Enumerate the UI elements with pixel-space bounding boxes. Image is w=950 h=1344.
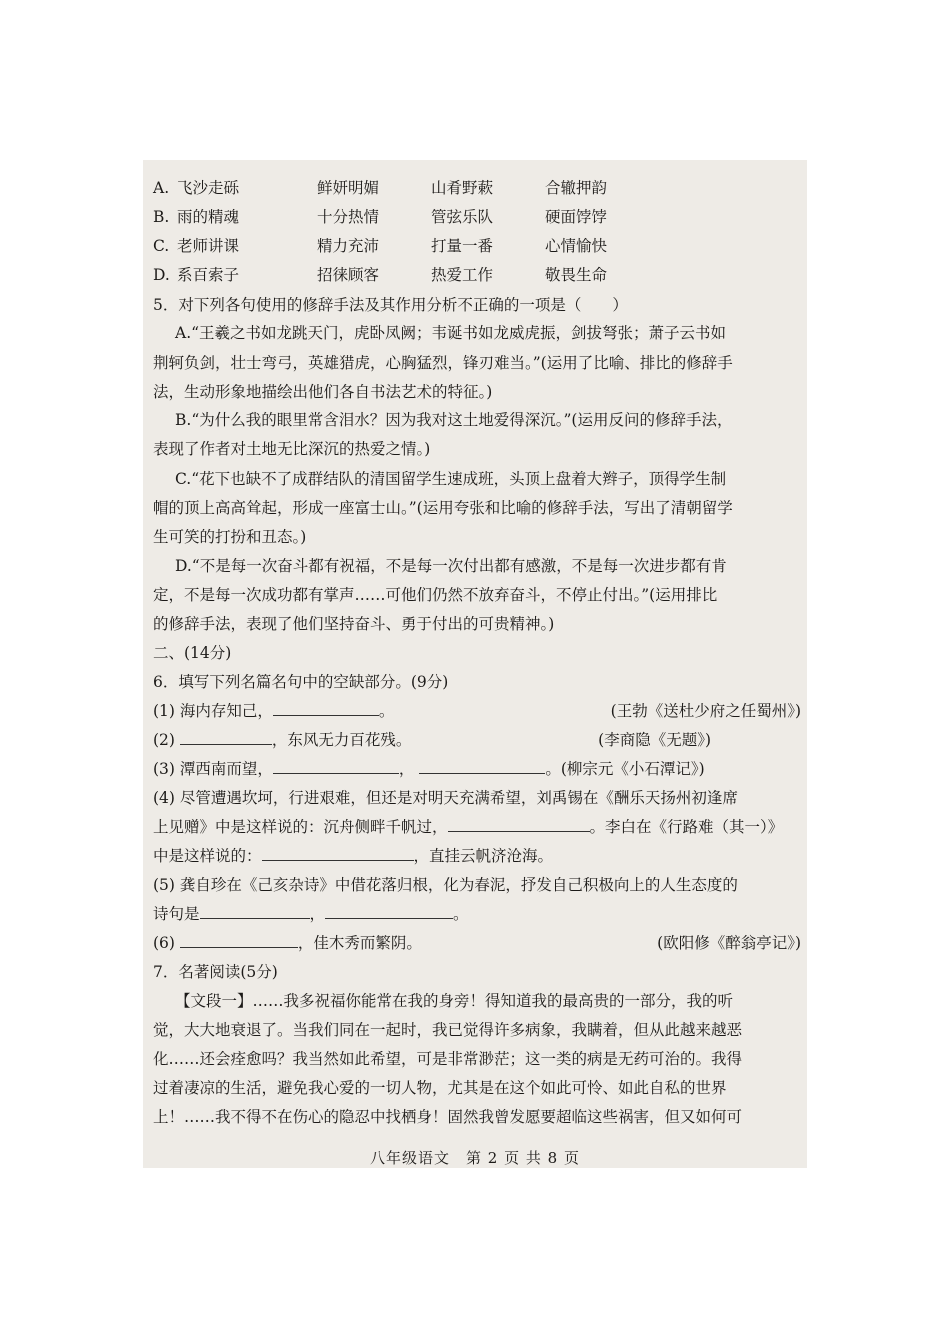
q5-option-a-line: 法，生动形象地描绘出他们各自书法艺术的特征。) xyxy=(153,383,493,401)
q5-option-a-line: A.“王羲之书如龙跳天门，虎卧凤阙；韦诞书如龙威虎振，剑拔弩张；萧子云书如 xyxy=(175,324,727,342)
q5-option-c-line: 帽的顶上高高耸起，形成一座富士山。”(运用夸张和比喻的修辞手法，写出了清朝留学 xyxy=(153,499,733,517)
q5-stem: 5．对下列各句使用的修辞手法及其作用分析不正确的一项是（ ） xyxy=(153,296,628,314)
q4-option-d: D. 系百索子 招徕顾客 热爱工作 敬畏生命 xyxy=(153,266,608,284)
answer-blank[interactable] xyxy=(262,846,414,861)
q6-item-3: (3) 潭西南而望， ， 。(柳宗元《小石潭记》) xyxy=(153,760,705,778)
q7-stem: 7．名著阅读(5分) xyxy=(153,963,278,981)
q6-item-5-line: 诗句是 ， 。 xyxy=(153,905,469,923)
q4-option-a: A. 飞沙走砾 鲜妍明媚 山肴野蔌 合辙押韵 xyxy=(153,179,608,197)
q6-item-2-source: (李商隐《无题》) xyxy=(598,731,711,749)
q5-option-c-line: 生可笑的打扮和丑态。) xyxy=(153,528,307,546)
q4-option-b: B. 雨的精魂 十分热情 管弦乐队 硬面饽饽 xyxy=(153,208,608,226)
q6-item-5-line: (5) 龚自珍在《己亥杂诗》中借花落归根，化为春泥，抒发自己积极向上的人生态度的 xyxy=(153,876,738,894)
q7-paragraph-line: 觉，大大地衰退了。当我们同在一起时，我已觉得许多病象，我瞒着，但从此越来越恶 xyxy=(153,1021,743,1039)
answer-blank[interactable] xyxy=(180,730,272,745)
q6-item-1-source: (王勃《送杜少府之任蜀州》) xyxy=(610,702,801,720)
answer-blank[interactable] xyxy=(200,904,310,919)
q7-paragraph-line: 【文段一】……我多祝福你能常在我的身旁！得知道我的最高贵的一部分，我的听 xyxy=(175,992,734,1010)
q6-item-4-line: (4) 尽管遭遇坎坷，行进艰难，但还是对明天充满希望，刘禹锡在《酬乐天扬州初逢席 xyxy=(153,789,738,807)
page-footer: 八年级语文 第 2 页 共 8 页 xyxy=(370,1149,580,1167)
answer-blank[interactable] xyxy=(325,904,453,919)
q6-item-4-line: 中是这样说的： ，直挂云帆济沧海。 xyxy=(153,847,554,865)
q5-option-b-line: B.“为什么我的眼里常含泪水？因为我对这土地爱得深沉。”(运用反问的修辞手法， xyxy=(175,411,733,429)
section-heading: 二、(14分) xyxy=(153,644,232,662)
q5-option-d-line: 的修辞手法，表现了他们坚持奋斗、勇于付出的可贵精神。) xyxy=(153,615,555,633)
q7-paragraph-line: 上！……我不得不在伤心的隐忍中找栖身！固然我曾发愿要超临这些祸害，但又如何可 xyxy=(153,1108,743,1126)
q5-option-d-line: 定，不是每一次成功都有掌声……可他们仍然不放弃奋斗，不停止付出。”(运用排比 xyxy=(153,586,718,604)
answer-blank[interactable] xyxy=(273,701,379,716)
q6-item-6-source: (欧阳修《醉翁亭记》) xyxy=(657,934,801,952)
q4-option-c: C. 老师讲课 精力充沛 打量一番 心情愉快 xyxy=(153,237,608,255)
answer-blank[interactable] xyxy=(448,817,590,832)
q6-item-1: (1) 海内存知己， 。 xyxy=(153,702,395,720)
scanned-exam-page xyxy=(143,160,807,1168)
q6-item-6: (6) ，佳木秀而繁阴。 xyxy=(153,934,422,952)
q5-option-b-line: 表现了作者对土地无比深沉的热爱之情。) xyxy=(153,440,431,458)
q7-paragraph-line: 化……还会痊愈吗？我当然如此希望，可是非常渺茫；这一类的病是无药可治的。我得 xyxy=(153,1050,743,1068)
answer-blank[interactable] xyxy=(419,759,545,774)
q6-item-4-line: 上见赠》中是这样说的：沉舟侧畔千帆过， 。李白在《行路难（其一）》 xyxy=(153,818,784,836)
q5-option-a-line: 荆轲负剑，壮士弯弓，英雄猎虎，心胸猛烈，锋刃难当。”(运用了比喻、排比的修辞手 xyxy=(153,354,733,372)
answer-blank[interactable] xyxy=(180,933,298,948)
q6-item-2: (2) ，东风无力百花残。 xyxy=(153,731,412,749)
q7-paragraph-line: 过着凄凉的生活，避免我心爱的一切人物，尤其是在这个如此可怜、如此自私的世界 xyxy=(153,1079,727,1097)
answer-blank[interactable] xyxy=(273,759,399,774)
q6-stem: 6．填写下列名篇名句中的空缺部分。(9分) xyxy=(153,673,449,691)
q5-option-d-line: D.“不是每一次奋斗都有祝福，不是每一次付出都有感激，不是每一次进步都有肯 xyxy=(175,557,727,575)
q5-option-c-line: C.“花下也缺不了成群结队的清国留学生速成班，头顶上盘着大辫子，顶得学生制 xyxy=(175,470,727,488)
